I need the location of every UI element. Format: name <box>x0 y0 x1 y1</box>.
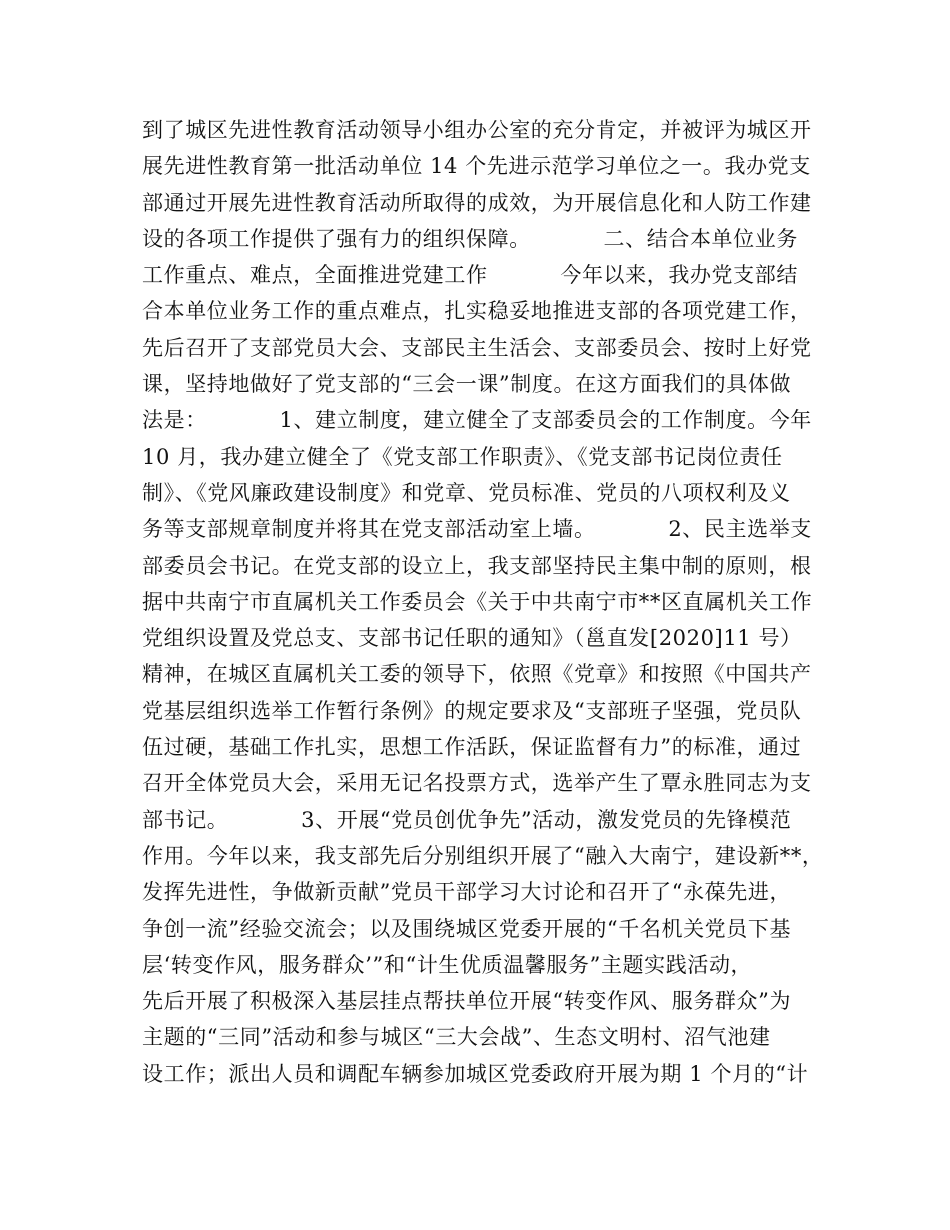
text-line: 制》、《党风廉政建设制度》和党章、党员标准、党员的八项权利及义 <box>142 480 791 505</box>
text-line: 设的各项工作提供了强有力的组织保障。 二、结合本单位业务 <box>142 226 798 251</box>
text-line: 10 月，我办建立健全了《党支部工作职责》、《党支部书记岗位责任 <box>142 444 783 469</box>
text-line: 部委员会书记。在党支部的设立上，我支部坚持民主集中制的原则，根 <box>142 553 812 578</box>
text-line: 作用。今年以来，我支部先后分别组织开展了“融入大南宁，建设新**， <box>142 843 824 868</box>
text-line: 务等支部规章制度并将其在党支部活动室上墙。 2、民主选举支 <box>142 517 812 542</box>
text-line: 主题的“三同”活动和参与城区“三大会战”、生态文明村、沼气池建 <box>142 1025 771 1050</box>
text-line: 层‘转变作风，服务群众’”和“计生优质温馨服务”主题实践活动， <box>142 952 753 977</box>
text-line: 部书记。 3、开展“党员创优争先”活动，激发党员的先锋模范 <box>142 807 792 832</box>
text-line: 精神，在城区直属机关工委的领导下，依照《党章》和按照《中国共产 <box>142 662 812 687</box>
text-line: 先后召开了支部党员大会、支部民主生活会、支部委员会、按时上好党 <box>142 335 812 360</box>
text-line: 到了城区先进性教育活动领导小组办公室的充分肯定，并被评为城区开 <box>142 118 812 142</box>
text-line: 课，坚持地做好了党支部的“三会一课”制度。在这方面我们的具体做 <box>142 372 792 397</box>
text-line: 法是： 1、建立制度，建立健全了支部委员会的工作制度。今年 <box>142 408 812 433</box>
text-line: 展先进性教育第一批活动单位 14 个先进示范学习单位之一。我办党支 <box>142 154 811 179</box>
text-line: 据中共南宁市直属机关工作委员会《关于中共南宁市**区直属机关工作 <box>142 589 813 614</box>
text-line: 召开全体党员大会，采用无记名投票方式，选举产生了覃永胜同志为支 <box>142 771 812 796</box>
text-line: 党基层组织选举工作暂行条例》的规定要求及“支部班子坚强，党员队 <box>142 698 802 723</box>
text-line: 设工作；派出人员和调配车辆参加城区党委政府开展为期 1 个月的“计 <box>142 1061 809 1086</box>
text-line: 合本单位业务工作的重点难点，扎实稳妥地推进支部的各项党建工作， <box>142 299 812 324</box>
body-text <box>142 112 832 1092</box>
text-line: 党组织设置及党总支、支部书记任职的通知》（邕直发[2020]11 号） <box>142 626 802 651</box>
text-line: 伍过硬，基础工作扎实，思想工作活跃，保证监督有力”的标准，通过 <box>142 735 802 760</box>
text-line: 发挥先进性，争做新贡献”党员干部学习大讨论和召开了“永葆先进， <box>142 880 792 905</box>
text-line: 工作重点、难点，全面推进党建工作 今年以来，我办党支部结 <box>142 263 798 288</box>
text-line: 部通过开展先进性教育活动所取得的成效，为开展信息化和人防工作建 <box>142 190 812 215</box>
text-line: 先后开展了积极深入基层挂点帮扶单位开展“转变作风、服务群众”为 <box>142 989 792 1014</box>
text-line: 争创一流”经验交流会；以及围绕城区党委开展的“千名机关党员下基 <box>142 916 792 941</box>
